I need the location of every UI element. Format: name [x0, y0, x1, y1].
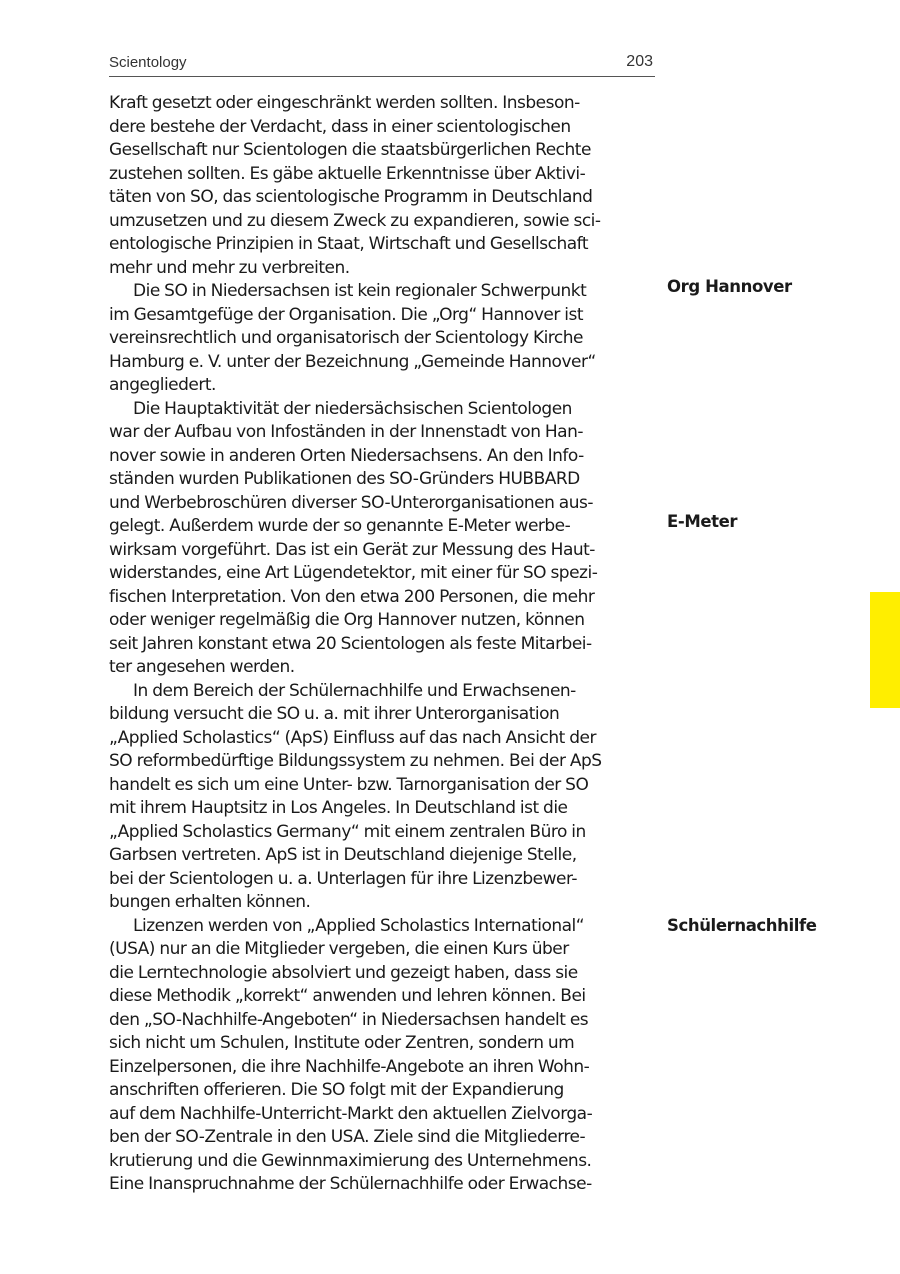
text-line: entologische Prinzipien in Staat, Wirtschaft und Gesellschaft: [109, 234, 589, 254]
text-line: mit ihrem Hauptsitz in Los Angeles. In Deutschland ist die: [109, 798, 568, 818]
text-line: bungen erhalten können.: [109, 892, 311, 912]
text-line: seit Jahren konstant etwa 20 Scientologen als feste Mitarbei-: [109, 633, 592, 654]
margin-note-schuelernachhilfe: Schülernachhilfe: [667, 916, 817, 935]
text-line: fischen Interpretation. Von den etwa 200 Personen, die mehr: [109, 586, 595, 607]
text-line: die Lerntechnologie absolviert und gezeigt haben, dass sie: [109, 962, 578, 983]
text-line: angegliedert.: [109, 375, 216, 395]
text-line: umzusetzen und zu diesem Zweck zu expandieren, sowie sci-: [109, 210, 601, 231]
text-line: ständen wurden Publikationen des SO-Gründers HUBBARD: [109, 469, 580, 489]
text-line: „Applied Scholastics“ (ApS) Einfluss auf das nach Ansicht der: [109, 727, 596, 748]
text-line: vereinsrechtlich und organisatorisch der Scientology Kirche: [109, 328, 584, 348]
text-line: bei der Scientologen u. a. Unterlagen für ihre Lizenzbewer-: [109, 868, 577, 889]
text-line: und Werbebroschüren diverser SO-Unterorganisationen aus-: [109, 492, 593, 513]
text-line: gelegt. Außerdem wurde der so genannte E-Meter werbe-: [109, 516, 571, 536]
text-line: dere bestehe der Verdacht, dass in einer scientologischen: [109, 116, 571, 137]
text-line: In dem Bereich der Schülernachhilfe und Erwachsenen-: [133, 680, 576, 701]
text-line: handelt es sich um eine Unter- bzw. Tarnorganisation der SO: [109, 774, 589, 795]
text-line: Kraft gesetzt oder eingeschränkt werden sollten. Insbeson-: [109, 93, 580, 113]
text-line: zustehen sollten. Es gäbe aktuelle Erkenntnisse über Aktivi-: [109, 163, 586, 184]
running-head: [109, 52, 655, 77]
text-line: bildung versucht die SO u. a. mit ihrer Unterorganisation: [109, 704, 560, 724]
margin-note-org-hannover: Org Hannover: [667, 277, 792, 296]
text-line: (USA) nur an die Mitglieder vergeben, die einen Kurs über: [109, 939, 569, 959]
text-line: war der Aufbau von Infoständen in der Innenstadt von Han-: [109, 422, 583, 442]
text-line: Die SO in Niedersachsen ist kein regionaler Schwerpunkt: [133, 281, 587, 301]
text-line: ter angesehen werden.: [109, 657, 295, 677]
text-line: widerstandes, eine Art Lügendetektor, mit einer für SO spezi-: [109, 563, 598, 583]
thumb-index-tab: [870, 592, 900, 708]
text-line: den „SO-Nachhilfe-Angeboten“ in Niedersachsen handelt es: [109, 1009, 589, 1030]
text-line: auf dem Nachhilfe-Unterricht-Markt den aktuellen Zielvorga-: [109, 1103, 593, 1124]
text-line: sich nicht um Schulen, Institute oder Zentren, sondern um: [109, 1033, 575, 1053]
text-line: Garbsen vertreten. ApS ist in Deutschland diejenige Stelle,: [109, 845, 577, 865]
text-line: Eine Inanspruchnahme der Schülernachhilfe oder Erwachse-: [109, 1174, 592, 1194]
page-number: 203: [626, 53, 653, 70]
text-line: Hamburg e. V. unter der Bezeichnung „Gemeinde Hannover“: [109, 351, 596, 372]
text-line: täten von SO, das scientologische Programm in Deutschland: [109, 187, 593, 207]
body-text: [109, 92, 669, 1197]
text-line: mehr und mehr zu verbreiten.: [109, 257, 350, 278]
text-line: SO reformbedürftige Bildungssystem zu nehmen. Bei der ApS: [109, 751, 602, 771]
margin-note-e-meter: E-Meter: [667, 512, 738, 531]
text-line: anschriften offerieren. Die SO folgt mit der Expandierung: [109, 1080, 564, 1100]
text-line: Lizenzen werden von „Applied Scholastics International“: [133, 915, 585, 936]
text-line: „Applied Scholastics Germany“ mit einem zentralen Büro in: [109, 821, 586, 842]
text-line: wirksam vorgeführt. Das ist ein Gerät zur Messung des Haut-: [109, 539, 595, 560]
text-line: Die Hauptaktivität der niedersächsischen Scientologen: [133, 398, 572, 419]
text-line: im Gesamtgefüge der Organisation. Die „Org“ Hannover ist: [109, 304, 583, 325]
text-line: diese Methodik „korrekt“ anwenden und lehren können. Bei: [109, 986, 586, 1006]
text-line: krutierung und die Gewinnmaximierung des Unternehmens.: [109, 1150, 592, 1171]
text-line: oder weniger regelmäßig die Org Hannover nutzen, können: [109, 610, 585, 630]
text-line: Einzelpersonen, die ihre Nachhilfe-Angebote an ihren Wohn-: [109, 1056, 590, 1077]
text-line: ben der SO-Zentrale in den USA. Ziele sind die Mitgliederre-: [109, 1127, 586, 1147]
section-title: Scientology: [109, 54, 187, 71]
text-line: Gesellschaft nur Scientologen die staatsbürgerlichen Rechte: [109, 140, 591, 160]
text-line: nover sowie in anderen Orten Niedersachsens. An den Info-: [109, 445, 584, 466]
